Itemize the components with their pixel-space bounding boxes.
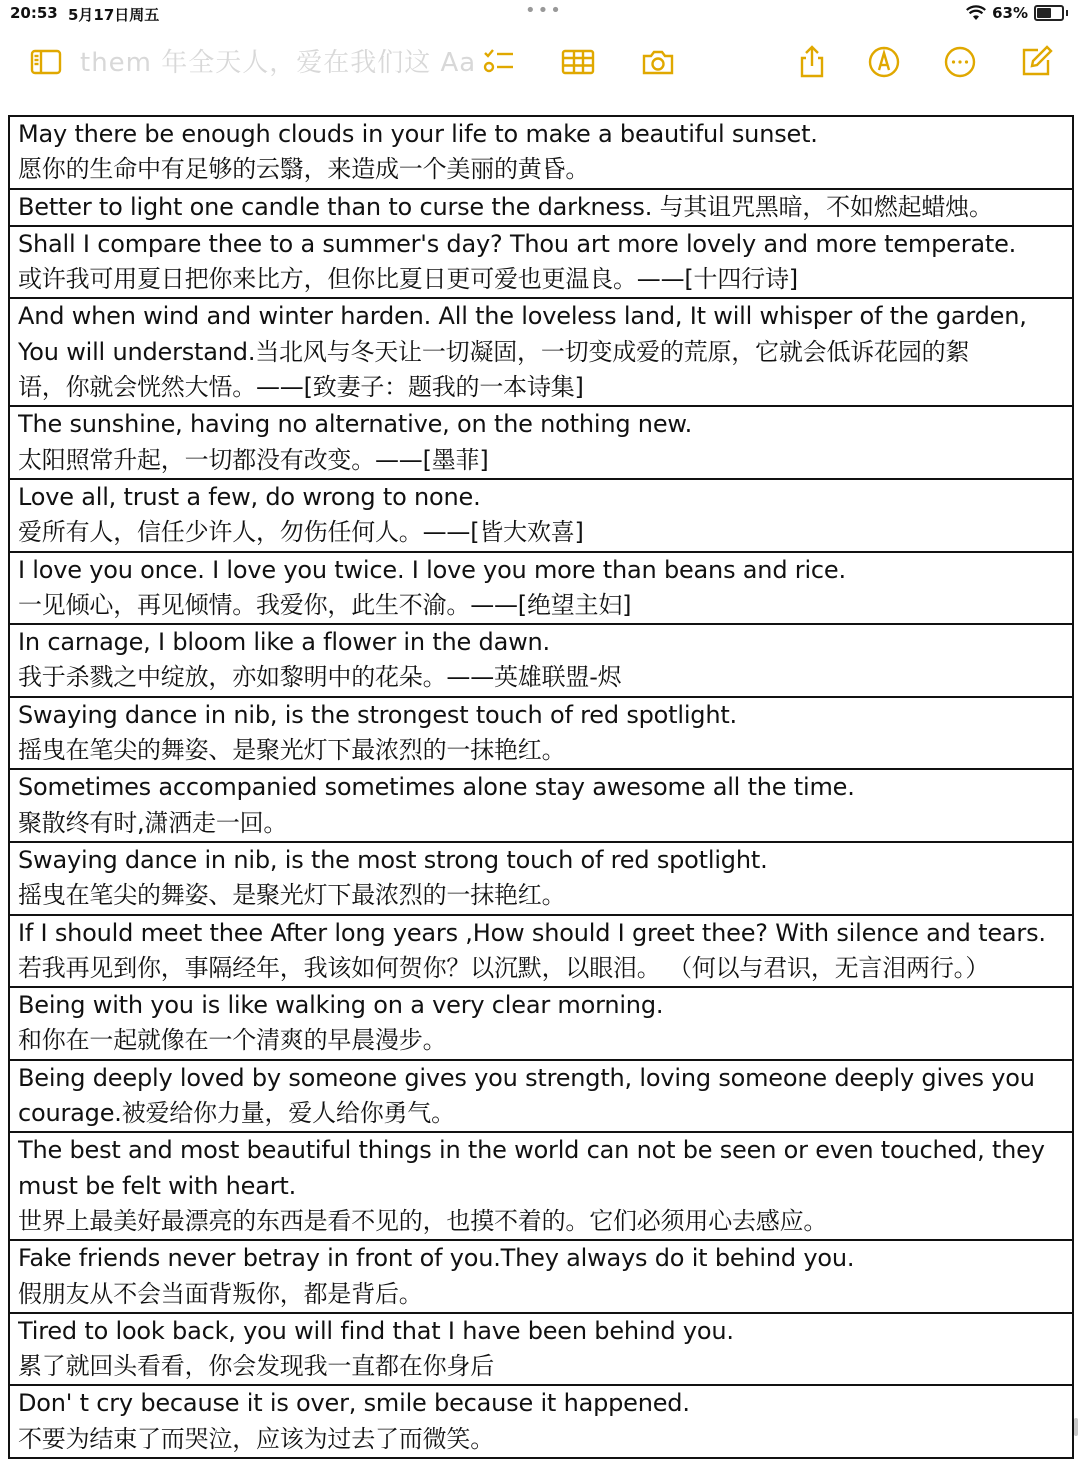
table-cell[interactable]	[9, 116, 1073, 189]
cell-text-line: 和你在一起就像在一个清爽的早晨漫步。	[18, 1026, 447, 1055]
table-cell[interactable]	[9, 189, 1073, 226]
sidebar-icon[interactable]	[26, 42, 66, 82]
cell-text-line: courage.被爱给你力量，爱人给你勇气。	[18, 1099, 455, 1128]
cell-text-line: 不要为结束了而哭泣，应该为过去了而微笑。	[18, 1424, 494, 1453]
battery-icon	[1034, 5, 1064, 21]
table-cell[interactable]	[9, 624, 1073, 697]
table-cell[interactable]	[9, 406, 1073, 479]
table-row	[9, 987, 1073, 1060]
cell-text-line: Swaying dance in nib, is the most strong touch of red spotlight.	[18, 845, 768, 874]
cell-text-line: 摇曳在笔尖的舞姿、是聚光灯下最浓烈的一抹艳红。	[18, 881, 566, 910]
table-row	[9, 769, 1073, 842]
status-time: 20:53	[10, 4, 58, 22]
table-row	[9, 1132, 1073, 1240]
table-row	[9, 1240, 1073, 1313]
multitasking-dots-icon[interactable]: •••	[525, 0, 563, 21]
cell-text-line: Don' t cry because it is over, smile because it happened.	[18, 1389, 690, 1418]
table-row	[9, 624, 1073, 697]
table-cell[interactable]	[9, 842, 1073, 915]
table-row	[9, 915, 1073, 988]
table-row	[9, 1385, 1073, 1458]
cell-text-line: Tired to look back, you will find that I have been behind you.	[18, 1316, 734, 1345]
cell-text-line: Love all, trust a few, do wrong to none.	[18, 482, 481, 511]
cell-text-line: The best and most beautiful things in the world can not be seen or even touched, they	[18, 1136, 1045, 1165]
notes-toolbar	[0, 34, 1080, 90]
table-cell[interactable]	[9, 226, 1073, 299]
cell-text-line: Fake friends never betray in front of you.They always do it behind you.	[18, 1244, 855, 1273]
cell-text-line: 一见倾心，再见倾情。我爱你，此生不渝。——[绝望主妇]	[18, 590, 632, 619]
cell-text-line: 累了就回头看看，你会发现我一直都在你身后	[18, 1352, 494, 1381]
cell-text-line: May there be enough clouds in your life to make a beautiful sunset.	[18, 120, 818, 148]
table-row	[9, 189, 1073, 226]
table-row	[9, 406, 1073, 479]
table-cell[interactable]	[9, 1240, 1073, 1313]
cell-text-line: Being with you is like walking on a very clear morning.	[18, 991, 664, 1020]
table-row	[9, 552, 1073, 625]
cell-text-line: 聚散终有时,潇洒走一回。	[18, 808, 288, 837]
table-cell[interactable]	[9, 1060, 1073, 1133]
camera-icon[interactable]	[638, 42, 678, 82]
table-row	[9, 298, 1073, 406]
table-cell[interactable]	[9, 915, 1073, 988]
table-icon[interactable]	[558, 42, 598, 82]
cell-text-line: 摇曳在笔尖的舞姿、是聚光灯下最浓烈的一抹艳红。	[18, 736, 566, 765]
cell-text-line: 太阳照常升起，一切都没有改变。——[墨菲]	[18, 445, 489, 474]
scrollbar-thumb[interactable]	[1074, 1418, 1078, 1436]
wifi-icon	[966, 5, 986, 21]
battery-percent: 63%	[992, 4, 1028, 22]
table-cell[interactable]	[9, 298, 1073, 406]
cell-text-line: Shall I compare thee to a summer's day? Thou art more lovely and more temperate.	[18, 229, 1017, 258]
table-cell[interactable]	[9, 987, 1073, 1060]
cell-text-line: Sometimes accompanied sometimes alone stay awesome all the time.	[18, 773, 855, 802]
table-cell[interactable]	[9, 1385, 1073, 1458]
cell-text-line: 或许我可用夏日把你来比方，但你比夏日更可爱也更温良。——[十四行诗]	[18, 265, 798, 294]
table-cell[interactable]	[9, 1313, 1073, 1386]
cell-text-line: Being deeply loved by someone gives you strength, loving someone deeply gives you	[18, 1063, 1035, 1092]
cell-text-line: In carnage, I bloom like a flower in the dawn.	[18, 628, 550, 657]
quotes-table-container	[8, 115, 1074, 1459]
table-cell[interactable]	[9, 552, 1073, 625]
cell-text-line: The sunshine, having no alternative, on the nothing new.	[18, 410, 693, 439]
table-row	[9, 226, 1073, 299]
status-bar	[0, 0, 1080, 28]
checklist-icon[interactable]	[478, 42, 518, 82]
ghost-overlay-text: them 年全天人，爱在我们这 Aa	[80, 48, 477, 78]
status-indicators	[966, 4, 1068, 22]
cell-text-line: 世界上最美好最漂亮的东西是看不见的，也摸不着的。它们必须用心去感应。	[18, 1206, 828, 1235]
cell-text-line: Swaying dance in nib, is the strongest touch of red spotlight.	[18, 700, 737, 729]
cell-text-line: must be felt with heart.	[18, 1171, 297, 1200]
cell-text-line: 假朋友从不会当面背叛你，都是背后。	[18, 1279, 423, 1308]
table-cell[interactable]	[9, 697, 1073, 770]
table-row	[9, 697, 1073, 770]
cell-text-line: I love you once. I love you twice. I love you more than beans and rice.	[18, 555, 846, 584]
share-icon[interactable]	[792, 42, 832, 82]
cell-text-line: 语，你就会恍然大悟。——[致妻子：题我的一本诗集]	[18, 373, 584, 402]
table-row	[9, 116, 1073, 189]
cell-text-line: 愿你的生命中有足够的云翳，来造成一个美丽的黄昏。	[18, 155, 590, 184]
cell-text-line: 若我再见到你，事隔经年，我该如何贺你？以沉默，以眼泪。 （何以与君识，无言泪两行。）	[18, 953, 990, 982]
table-row	[9, 1060, 1073, 1133]
cell-text-line: 爱所有人，信任少许人，勿伤任何人。——[皆大欢喜]	[18, 518, 584, 547]
table-row	[9, 1313, 1073, 1386]
cell-text-line: 我于杀戮之中绽放，亦如黎明中的花朵。——英雄联盟-烬	[18, 663, 622, 692]
compose-icon[interactable]	[1016, 42, 1056, 82]
status-date: 5月17日周五	[68, 6, 160, 24]
more-icon[interactable]	[940, 42, 980, 82]
cell-text-line: If I should meet thee After long years ,How should I greet thee? With silence and tears.	[18, 918, 1046, 947]
quotes-table	[8, 115, 1074, 1459]
table-cell[interactable]	[9, 479, 1073, 552]
table-cell[interactable]	[9, 769, 1073, 842]
table-row	[9, 842, 1073, 915]
cell-text-line: And when wind and winter harden. All the loveless land, It will whisper of the garden,	[18, 302, 1027, 331]
markup-icon[interactable]	[864, 42, 904, 82]
table-row	[9, 479, 1073, 552]
cell-text-line: You will understand.当北风与冬天让一切凝固，一切变成爱的荒原，它就会低诉花园的絮	[18, 337, 970, 366]
table-cell[interactable]	[9, 1132, 1073, 1240]
cell-text-line: Better to light one candle than to curse the darkness. 与其诅咒黑暗，不如燃起蜡烛。	[18, 192, 993, 221]
